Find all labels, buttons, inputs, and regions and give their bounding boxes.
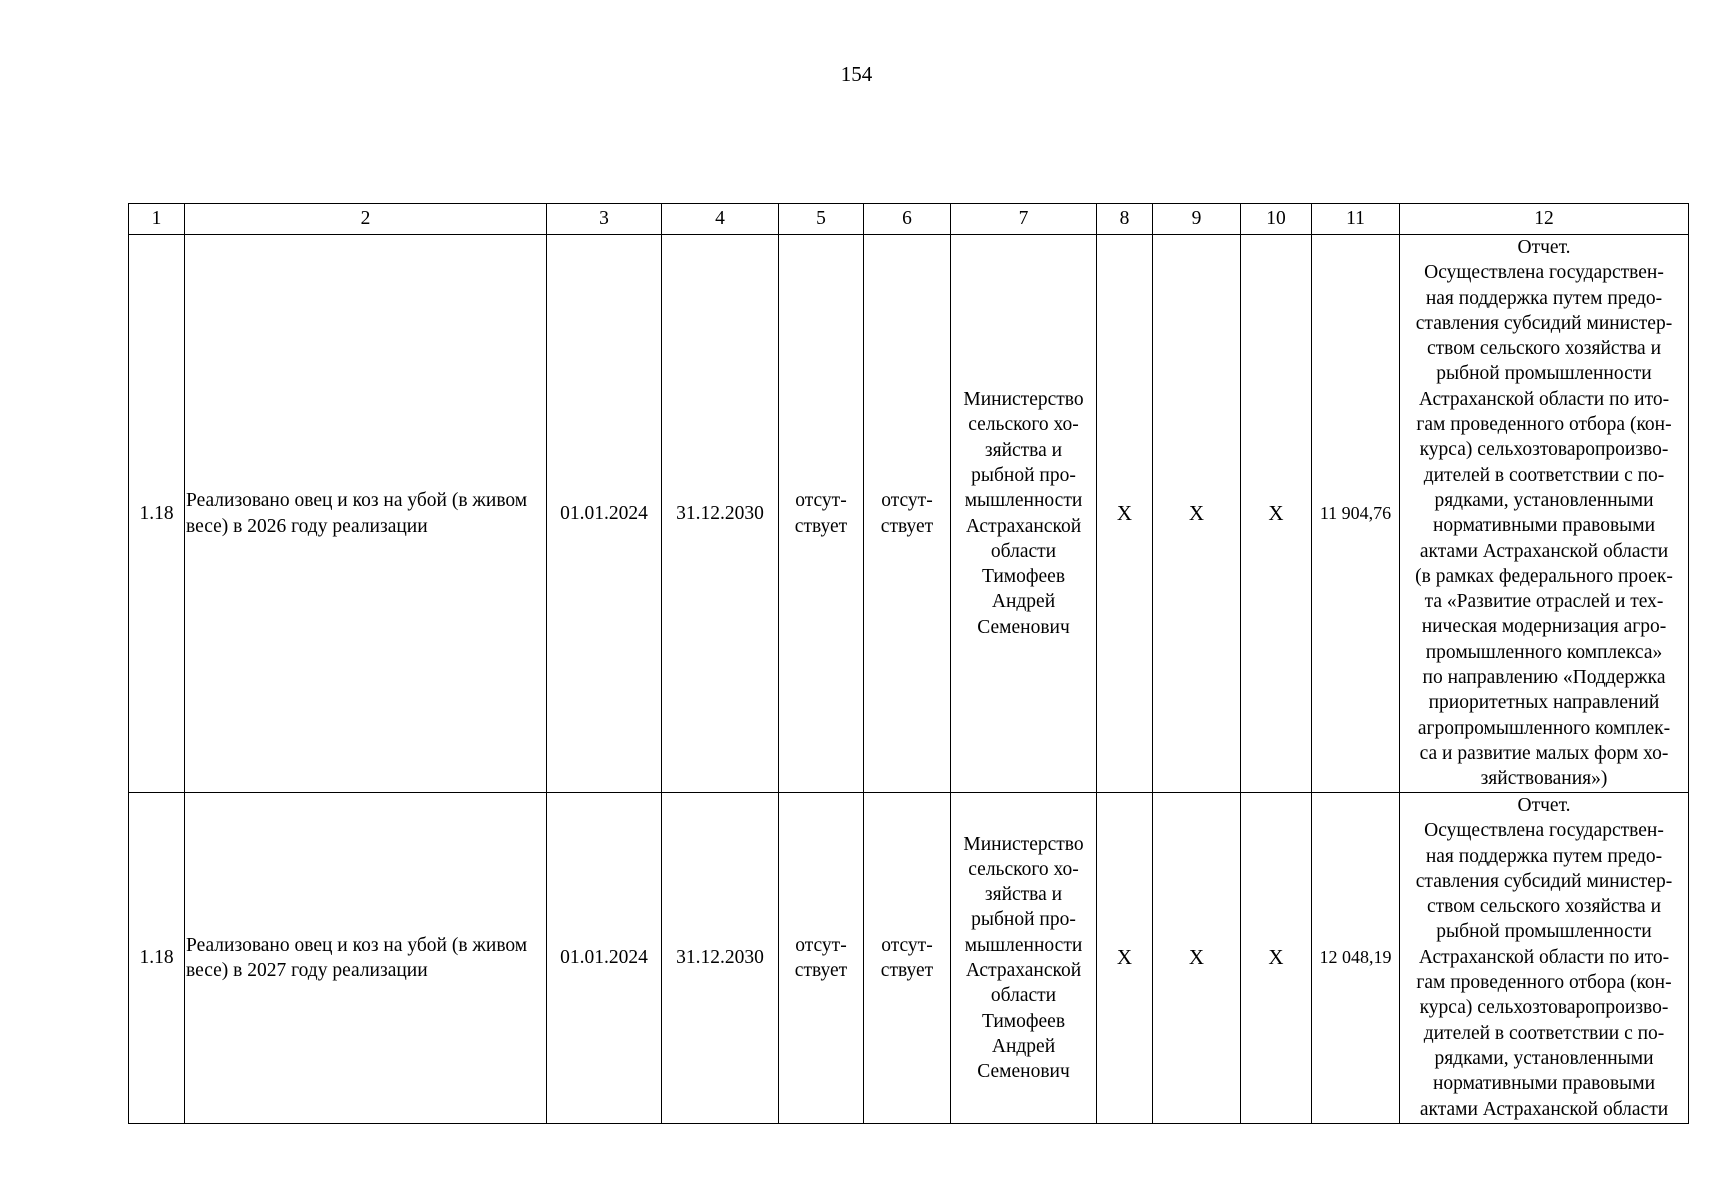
row-number: 1.18 xyxy=(129,793,185,1124)
column-5-value: отсут- ствует xyxy=(779,793,864,1124)
page-number: 154 xyxy=(840,62,873,86)
result-name: Реализовано овец и коз на убой (в живом весе) в 2026 году реализации xyxy=(185,235,547,793)
column-header: 4 xyxy=(662,204,779,235)
row-number: 1.18 xyxy=(129,235,185,793)
table-row xyxy=(129,793,1689,1124)
report-note: Отчет. Осуществлена государствен- ная поддержка путем предо- ставления субсидий министер- ством сельского хозяйства и рыбной промышленности Астраханской области по ито- гам проведенного отбора (кон- курса) сельхозтоваропроизво- дителей в соответствии с по- рядками, установленными нормативными правовыми актами Астраханской области (в рамках федерального проек- та «Развитие отраслей и тех- ническая модернизация агро- промышленного комплекса» по направлению «Поддержка приоритетных направлений агропромышленного комплек- са и развитие малых форм хо- зяйствования») xyxy=(1400,235,1689,793)
table-row xyxy=(129,235,1689,793)
column-header: 7 xyxy=(951,204,1097,235)
column-header: 6 xyxy=(864,204,951,235)
responsible-executor: Министерство сельского хо- зяйства и рыбной про- мышленности Астраханской области Тимофеев Андрей Семенович xyxy=(951,793,1097,1124)
column-header: 3 xyxy=(547,204,662,235)
column-header: 1 xyxy=(129,204,185,235)
column-9-value: X xyxy=(1153,793,1241,1124)
end-date: 31.12.2030 xyxy=(662,793,779,1124)
column-6-value: отсут- ствует xyxy=(864,793,951,1124)
column-header: 5 xyxy=(779,204,864,235)
column-10-value: X xyxy=(1241,235,1312,793)
column-6-value: отсут- ствует xyxy=(864,235,951,793)
column-header: 8 xyxy=(1097,204,1153,235)
column-10-value: X xyxy=(1241,793,1312,1124)
column-header: 12 xyxy=(1400,204,1689,235)
start-date: 01.01.2024 xyxy=(547,235,662,793)
data-table xyxy=(128,203,1689,1124)
amount-value: 12 048,19 xyxy=(1312,793,1400,1124)
table-header-row xyxy=(129,204,1689,235)
result-name: Реализовано овец и коз на убой (в живом весе) в 2027 году реализации xyxy=(185,793,547,1124)
responsible-executor: Министерство сельского хо- зяйства и рыбной про- мышленности Астраханской области Тимофеев Андрей Семенович xyxy=(951,235,1097,793)
column-header: 11 xyxy=(1312,204,1400,235)
start-date: 01.01.2024 xyxy=(547,793,662,1124)
column-header: 2 xyxy=(185,204,547,235)
column-header: 10 xyxy=(1241,204,1312,235)
end-date: 31.12.2030 xyxy=(662,235,779,793)
column-8-value: X xyxy=(1097,235,1153,793)
report-note: Отчет. Осуществлена государствен- ная поддержка путем предо- ставления субсидий министер- ством сельского хозяйства и рыбной промышленности Астраханской области по ито- гам проведенного отбора (кон- курса) сельхозтоваропроизво- дителей в соответствии с по- рядками, установленными нормативными правовыми актами Астраханской области xyxy=(1400,793,1689,1124)
column-8-value: X xyxy=(1097,793,1153,1124)
amount-value: 11 904,76 xyxy=(1312,235,1400,793)
column-9-value: X xyxy=(1153,235,1241,793)
column-5-value: отсут- ствует xyxy=(779,235,864,793)
column-header: 9 xyxy=(1153,204,1241,235)
